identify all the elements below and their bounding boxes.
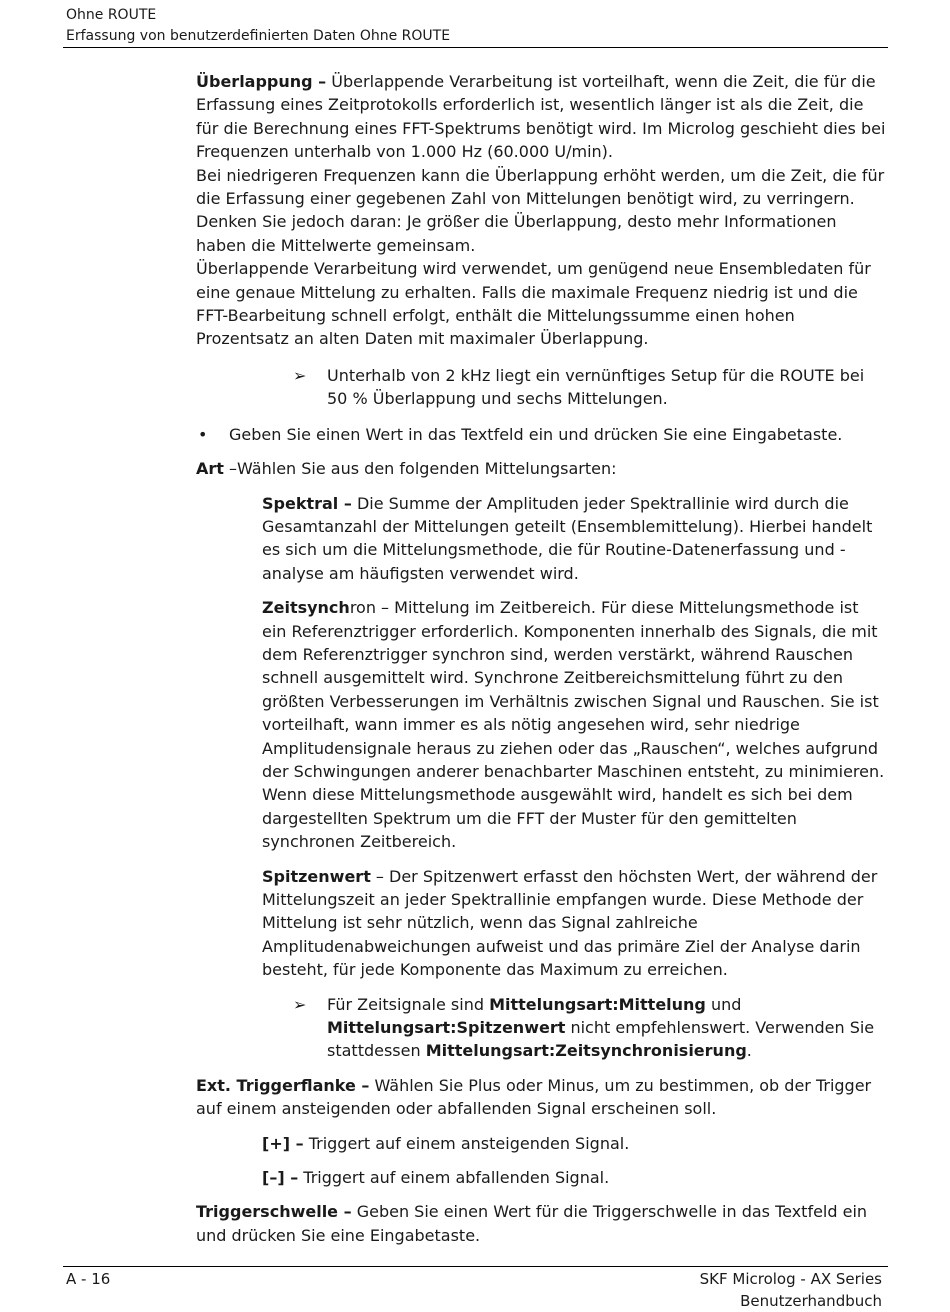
note-text-c: und xyxy=(705,994,742,1014)
spektral-paragraph xyxy=(262,492,886,586)
threshold-text: Geben Sie einen Wert für die Triggerschwelle in das Textfeld ein und drücken Sie eine Eingabetaste. xyxy=(196,1202,868,1245)
overlap-text-1: Überlappende Verarbeitung ist vorteilhaft, wenn die Zeit, die für die Erfassung eines Zeitprotokolls erforderlich ist, wesentlich länger ist als die Zeit, die für die Berechnung eines FFT-Spektrums benötigt wird. Im Microlog geschieht dies bei Frequenzen unterhalb von 1.000 Hz (60.000 U/min). xyxy=(196,72,886,162)
note-text-a: Für Zeitsignale sind xyxy=(327,994,490,1014)
averaging-note xyxy=(196,993,886,1063)
trigger-minus-paragraph xyxy=(262,1166,886,1189)
bullet-dot-icon: • xyxy=(198,424,208,444)
main-content xyxy=(196,70,886,1247)
trigger-text: Wählen Sie Plus oder Minus, um zu bestimmen, ob der Trigger auf einem ansteigenden oder abfallenden Signal erscheinen soll. xyxy=(196,1075,872,1119)
page-footer xyxy=(700,1268,882,1312)
overlap-paragraph-1 xyxy=(196,70,886,164)
threshold-paragraph xyxy=(196,1200,886,1247)
overlap-tip xyxy=(196,364,886,411)
arrow-bullet-icon: ➢ xyxy=(293,994,307,1014)
overlap-tip-text: Unterhalb von 2 kHz liegt ein vernünftiges Setup für die ROUTE bei 50 % Überlappung und sechs Mittelungen. xyxy=(327,365,865,409)
note-text-f: Mittelungsart:Zeitsynchronisierung xyxy=(425,1041,747,1061)
zeitsynchron-text: Mittelung im Zeitbereich. Für diese Mittelungsmethode ist ein Referenztrigger erforderlich. Komponenten innerhalb des Signals, die mit dem Referenztrigger synchron sind, werden verstärkt, während Rauschen schnell ausgemittelt wird. Synchrone Zeitbereichsmittelung führt zu den größten Verbesserungen im Verhältnis zwischen Signal und Rauschen. Sie ist vorteilhaft, wann immer es als nötig angesehen wird, sehr niedrige Amplitudensignale heraus zu ziehen oder das „Rauschen“, welches aufgrund der Schwingungen anderer benachbarter Maschinen entsteht, zu minimieren. Wenn diese Mittelungsmethode ausgewählt wird, handelt es sich bei dem dargestellten Spektrum um die FFT der Muster für den gemittelten synchronen Zeitbereich. xyxy=(262,598,885,852)
zeitsynchron-term: Zeitsynch xyxy=(262,598,350,618)
footer-divider xyxy=(63,1266,888,1267)
trigger-minus-term: [–] – xyxy=(262,1168,299,1188)
page-number: A - 16 xyxy=(66,1270,111,1288)
overlap-paragraph-2: Bei niedrigeren Frequenzen kann die Überlappung erhöht werden, um die Zeit, die für die Erfassung einer gegebenen Zahl von Mittelungen benötigt wird, zu verringern. Denken Sie jedoch daran: Je größer die Überlappung, desto mehr Informationen haben die Mittelwerte gemeinsam. xyxy=(196,165,885,255)
art-term: Art xyxy=(196,459,224,479)
note-text-g: . xyxy=(746,1041,752,1061)
page-header xyxy=(66,5,888,47)
spitzenwert-text: – Der Spitzenwert erfasst den höchsten Wert, der während der Mittelungszeit an jeder Spektrallinie empfangen wurde. Diese Methode der Mittelung ist sehr nützlich, wenn das Signal zahlreiche Amplitudenabweichungen aufweist und das primäre Ziel der Analyse darin besteht, für jede Komponente das Maximum zu erreichen. xyxy=(262,866,878,980)
overlap-term: Überlappung – xyxy=(196,72,327,91)
note-text-d: Mittelungsart:Spitzenwert xyxy=(327,1018,566,1038)
trigger-plus-text: Triggert auf einem ansteigenden Signal. xyxy=(303,1133,630,1153)
trigger-paragraph xyxy=(196,1074,886,1121)
trigger-minus-text: Triggert auf einem abfallenden Signal. xyxy=(298,1168,610,1188)
spektral-term: Spektral – xyxy=(262,493,352,513)
overlap-paragraph-3: Überlappende Verarbeitung wird verwendet, um genügend neue Ensembledaten für eine genaue Mittelung zu erhalten. Falls die maximale Frequenz niedrig ist und die FFT-Bearbeitung schnell erfolgt, enthält die Mittelungssumme einen hohen Prozentsatz an alten Daten mit maximaler Überlappung. xyxy=(196,259,871,349)
footer-doc: Benutzerhandbuch xyxy=(740,1292,882,1310)
note-text-b: Mittelungsart:Mittelung xyxy=(489,994,706,1014)
note-text-e: nicht empfehlenswert. Verwenden Sie stattdessen xyxy=(327,1018,875,1061)
header-divider xyxy=(63,47,888,48)
header-title: Ohne ROUTE xyxy=(66,7,157,23)
trigger-plus-term: [+] – xyxy=(262,1133,304,1153)
spitzenwert-paragraph xyxy=(262,865,886,982)
threshold-term: Triggerschwelle – xyxy=(196,1202,352,1222)
spitzenwert-term: Spitzenwert xyxy=(262,866,371,886)
zeitsynchron-term-rest: ron – xyxy=(349,598,390,618)
zeitsynchron-paragraph xyxy=(262,596,886,853)
bullet-item xyxy=(196,423,886,446)
art-paragraph xyxy=(196,457,886,480)
art-text: –Wählen Sie aus den folgenden Mittelungsarten: xyxy=(223,459,617,479)
trigger-term: Ext. Triggerflanke – xyxy=(196,1075,370,1095)
arrow-bullet-icon: ➢ xyxy=(293,365,307,385)
bullet-text: Geben Sie einen Wert in das Textfeld ein und drücken Sie eine Eingabetaste. xyxy=(229,424,843,444)
header-subtitle: Erfassung von benutzerdefinierten Daten Ohne ROUTE xyxy=(66,28,451,44)
spektral-text: Die Summe der Amplituden jeder Spektrallinie wird durch die Gesamtanzahl der Mittelungen geteilt (Ensemblemittelung). Hierbei handelt es sich um die Mittelungsmethode, die für Routine-Datenerfassung und -analyse am häufigsten verwendet wird. xyxy=(262,493,873,583)
footer-product: SKF Microlog - AX Series xyxy=(699,1270,882,1288)
trigger-plus-paragraph xyxy=(262,1132,886,1155)
